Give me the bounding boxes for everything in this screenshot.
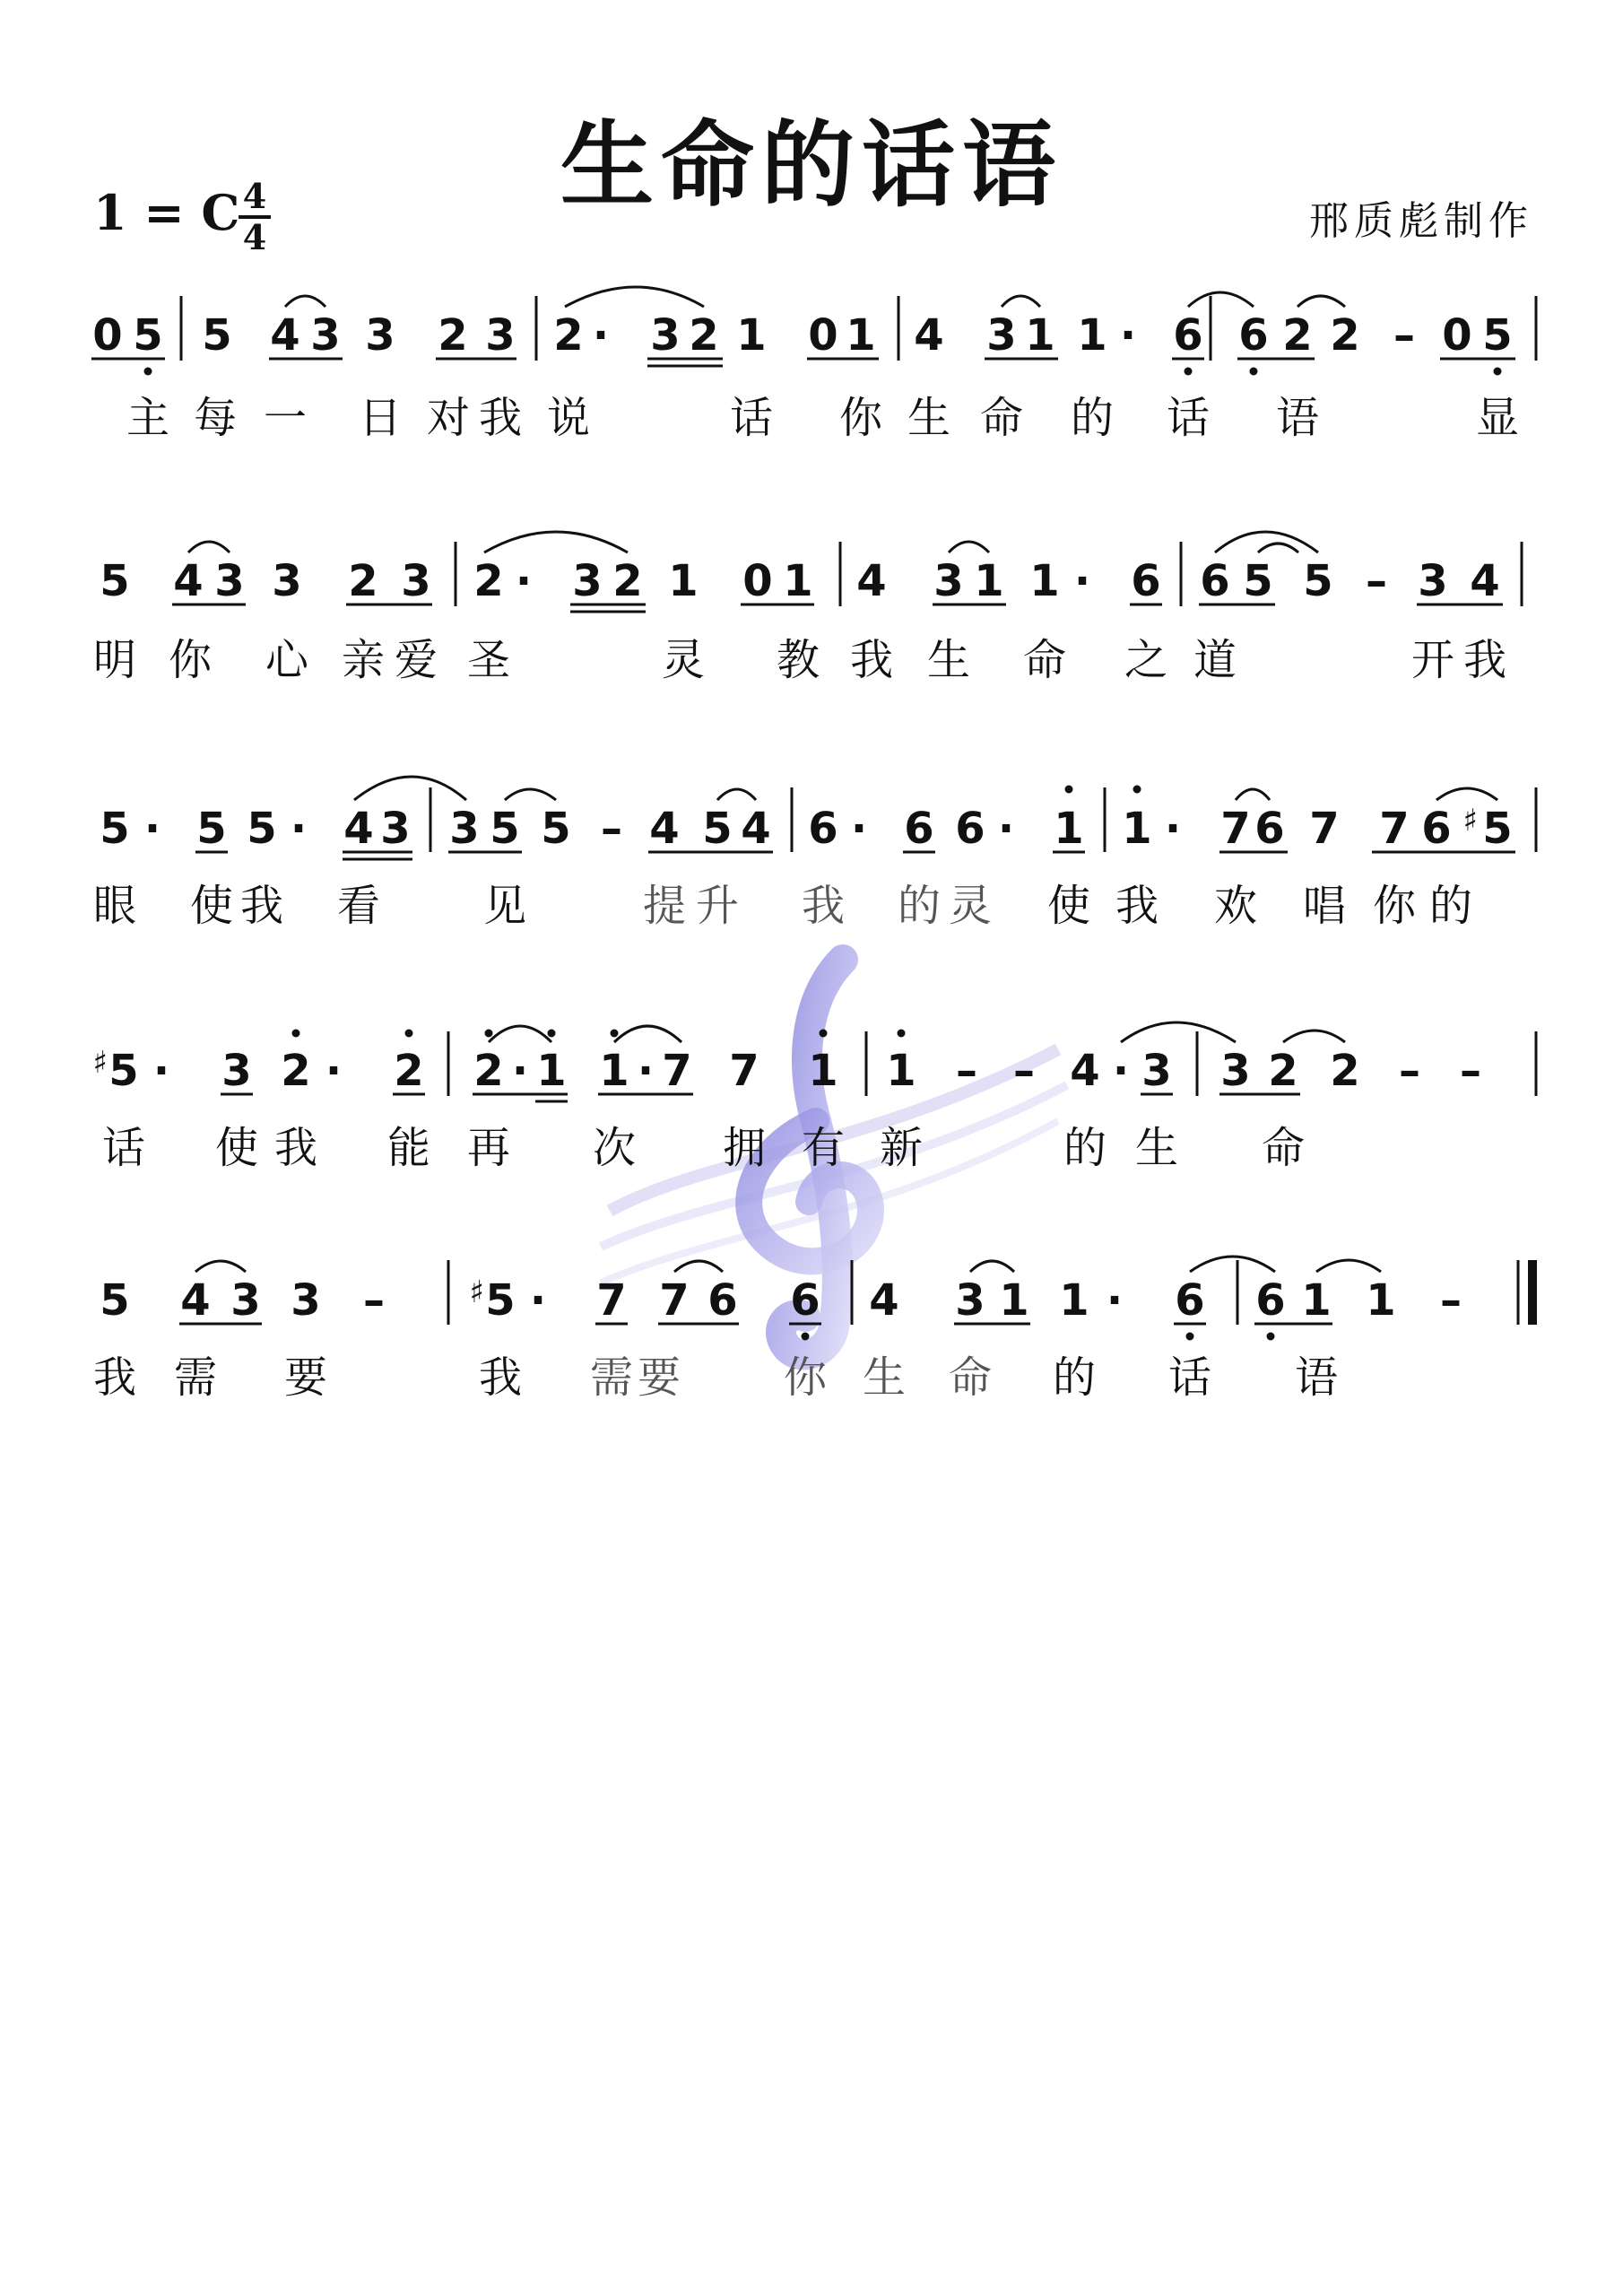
note: 1 — [1059, 1275, 1089, 1326]
lyric: 需 — [173, 1352, 218, 1403]
lyric: 我 — [273, 1123, 318, 1173]
lyric: 生 — [1134, 1123, 1179, 1173]
note: 6 — [1254, 804, 1285, 854]
note: 5 — [541, 804, 571, 854]
note-dash: – — [1393, 310, 1415, 361]
lyric: 生 — [926, 635, 971, 685]
slur — [949, 542, 989, 552]
note: 3 — [1220, 1046, 1251, 1096]
lyric: 我 — [92, 1352, 137, 1403]
high-octave-dot — [1065, 786, 1073, 794]
note: 4 — [741, 804, 771, 854]
time-signature-top: 4 — [242, 176, 267, 216]
note: 0 — [808, 310, 838, 361]
lyric: 的 — [1052, 1352, 1097, 1403]
note-dot: · — [529, 1275, 547, 1326]
note: 1 — [1301, 1275, 1332, 1326]
author-credit: 邢质彪制作 — [1309, 198, 1533, 244]
lyric: 日 — [358, 393, 403, 443]
note: 3 — [1141, 1046, 1172, 1096]
note: 2 — [348, 556, 378, 606]
note-dot: · — [850, 804, 868, 854]
lyric: 再 — [466, 1123, 511, 1173]
lyric: 我 — [1462, 635, 1507, 685]
note: 5 — [1482, 310, 1513, 361]
note: 4 — [914, 310, 944, 361]
note: 6 — [1255, 1275, 1286, 1326]
slur — [1436, 788, 1497, 800]
low-octave-dot — [144, 368, 152, 376]
high-octave-dot — [820, 1030, 828, 1038]
note: 5 — [100, 804, 130, 854]
lyric: 话 — [1167, 1352, 1212, 1403]
note: 5 — [1243, 556, 1273, 606]
lyric: 拥 — [722, 1123, 767, 1173]
low-octave-dot — [1267, 1333, 1275, 1341]
slur — [1236, 789, 1270, 800]
note-dash: – — [1013, 1046, 1035, 1096]
note: 5 — [490, 804, 520, 854]
slur — [1298, 296, 1345, 307]
lyric: 开 — [1410, 635, 1455, 685]
score-line-2 — [93, 532, 1522, 685]
slur — [1188, 292, 1254, 307]
lyric: 的 — [1070, 393, 1115, 443]
lyric: 提 — [642, 881, 687, 931]
note: 3 — [401, 556, 431, 606]
note: 5 — [1482, 804, 1513, 854]
low-octave-dot — [1185, 368, 1193, 376]
note-dash: – — [363, 1275, 385, 1326]
note: 3 — [365, 310, 395, 361]
note: 1 — [1366, 1275, 1396, 1326]
note: 2 — [553, 310, 584, 361]
slur — [1258, 544, 1298, 552]
note: 0 — [1442, 310, 1472, 361]
lyric: 看 — [336, 881, 381, 931]
lyric: 语 — [1294, 1352, 1339, 1403]
note: 3 — [933, 556, 964, 606]
note: 3 — [214, 556, 245, 606]
note: 6 — [1238, 310, 1269, 361]
lyric: 话 — [729, 393, 774, 443]
note-dot: · — [515, 556, 533, 606]
note: 7 — [1309, 804, 1340, 854]
lyric: 命 — [1022, 635, 1067, 685]
sharp-sign: ♯ — [469, 1274, 484, 1310]
lyric: 命 — [948, 1352, 993, 1403]
lyric: 显 — [1475, 393, 1520, 443]
lyric: 一 — [263, 393, 308, 443]
lyric: 要 — [637, 1352, 681, 1403]
low-octave-dot — [1186, 1333, 1194, 1341]
lyric: 要 — [283, 1352, 328, 1403]
note: 7 — [1220, 804, 1251, 854]
lyric: 我 — [478, 1352, 523, 1403]
note: 4 — [343, 804, 374, 854]
note-dot: · — [152, 1046, 170, 1096]
note-dash: – — [956, 1046, 977, 1096]
note-dot: · — [997, 804, 1015, 854]
note: 3 — [650, 310, 681, 361]
lyric: 你 — [1372, 881, 1417, 931]
high-octave-dot — [898, 1030, 906, 1038]
note: 1 — [536, 1046, 567, 1096]
sharp-sign: ♯ — [92, 1045, 108, 1081]
note: 6 — [790, 1275, 820, 1326]
high-octave-dot — [405, 1030, 413, 1038]
note: 1 — [1029, 556, 1060, 606]
note: 3 — [230, 1275, 261, 1326]
note: 7 — [596, 1275, 627, 1326]
note-dot: · — [143, 804, 161, 854]
lyric: 眼 — [92, 881, 137, 931]
note: 1 — [1054, 804, 1084, 854]
slur — [674, 1261, 723, 1272]
note: 5 — [196, 804, 227, 854]
lyric: 生 — [862, 1352, 907, 1403]
lyric: 命 — [979, 393, 1024, 443]
note: 1 — [974, 556, 1004, 606]
note: 1 — [736, 310, 767, 361]
lyric: 升 — [695, 881, 740, 931]
note-dot: · — [592, 310, 610, 361]
note-dash: – — [601, 804, 622, 854]
note-dot: · — [1119, 310, 1137, 361]
note: 5 — [1303, 556, 1333, 606]
lyric: 命 — [1261, 1123, 1306, 1173]
low-octave-dot — [802, 1333, 810, 1341]
slur — [1215, 532, 1318, 552]
note: 6 — [1175, 1275, 1205, 1326]
note: 7 — [659, 1275, 690, 1326]
note: 3 — [449, 804, 480, 854]
note: 5 — [100, 1275, 130, 1326]
note: 1 — [668, 556, 699, 606]
low-octave-dot — [1494, 368, 1502, 376]
lyric: 主 — [126, 393, 170, 443]
note: 1 — [808, 1046, 838, 1096]
note-dot: · — [637, 1046, 655, 1096]
note: 1 — [783, 556, 813, 606]
note: 3 — [572, 556, 603, 606]
note: 2 — [612, 556, 643, 606]
lyric: 我 — [478, 393, 523, 443]
lyric: 的 — [897, 881, 942, 931]
lyric: 语 — [1275, 393, 1320, 443]
slur — [565, 287, 704, 307]
lyric: 有 — [801, 1123, 846, 1173]
note: 1 — [846, 310, 876, 361]
note: 2 — [281, 1046, 311, 1096]
note: 2 — [689, 310, 719, 361]
note: 3 — [485, 310, 516, 361]
note: 0 — [742, 556, 773, 606]
note: 5 — [485, 1275, 516, 1326]
slur — [505, 789, 556, 800]
note: 4 — [173, 556, 204, 606]
lyric: 圣 — [466, 635, 511, 685]
note: 6 — [1421, 804, 1452, 854]
lyric: 的 — [1428, 881, 1473, 931]
note: 3 — [272, 556, 302, 606]
lyric: 次 — [592, 1123, 637, 1173]
lyric: 新 — [879, 1123, 924, 1173]
note-dot: · — [511, 1046, 529, 1096]
note: 6 — [707, 1275, 738, 1326]
note: 6 — [904, 804, 934, 854]
note: 2 — [1282, 310, 1313, 361]
note: 1 — [1025, 310, 1055, 361]
lyric: 灵 — [948, 881, 993, 931]
note: 5 — [702, 804, 733, 854]
note-dot: · — [1073, 556, 1091, 606]
high-octave-dot — [292, 1030, 300, 1038]
note: 2 — [473, 556, 504, 606]
note: 2 — [438, 310, 468, 361]
note: 5 — [100, 556, 130, 606]
lyric: 爱 — [394, 635, 438, 685]
note: 3 — [291, 1275, 321, 1326]
lyric: 生 — [907, 393, 951, 443]
lyric: 对 — [426, 393, 471, 443]
slur — [188, 542, 230, 552]
slur — [354, 777, 466, 800]
slur — [970, 1261, 1014, 1272]
note: 3 — [986, 310, 1017, 361]
slur — [1002, 296, 1040, 307]
note: 4 — [649, 804, 680, 854]
note: 6 — [808, 804, 838, 854]
lyric: 需 — [589, 1352, 634, 1403]
lyric: 明 — [92, 635, 137, 685]
time-signature-bottom: 4 — [242, 217, 267, 257]
note: 7 — [662, 1046, 692, 1096]
high-octave-dot — [1133, 786, 1141, 794]
note-dash: – — [1460, 1046, 1481, 1096]
note: 1 — [599, 1046, 629, 1096]
slur — [1121, 1022, 1236, 1042]
note: 6 — [1131, 556, 1161, 606]
lyric: 你 — [168, 635, 213, 685]
note-dash: – — [1440, 1275, 1462, 1326]
note: 6 — [955, 804, 985, 854]
lyric: 之 — [1124, 635, 1168, 685]
song-title: 生命的话语 — [560, 109, 1063, 220]
note: 4 — [270, 310, 300, 361]
lyric: 使 — [1046, 881, 1091, 931]
note: 2 — [394, 1046, 424, 1096]
lyric: 欢 — [1213, 881, 1258, 931]
lyric: 我 — [1115, 881, 1159, 931]
lyric: 能 — [386, 1123, 431, 1173]
note: 4 — [180, 1275, 211, 1326]
note: 4 — [869, 1275, 899, 1326]
lyric: 说 — [546, 393, 591, 443]
lyric: 使 — [189, 881, 234, 931]
note: 5 — [133, 310, 163, 361]
note-dash: – — [1399, 1046, 1420, 1096]
lyric: 话 — [1166, 393, 1211, 443]
lyric: 灵 — [661, 635, 706, 685]
note-dot: · — [1106, 1275, 1124, 1326]
note: 1 — [1077, 310, 1107, 361]
lyric: 使 — [214, 1123, 259, 1173]
lyric: 我 — [801, 881, 846, 931]
slur — [195, 1261, 246, 1272]
note: 5 — [108, 1046, 139, 1096]
note: 1 — [1122, 804, 1152, 854]
note: 3 — [310, 310, 341, 361]
sharp-sign: ♯ — [1462, 803, 1478, 839]
note: 4 — [1070, 1046, 1100, 1096]
note: 2 — [1330, 310, 1360, 361]
key-signature: 1 = C — [93, 184, 240, 241]
slur — [614, 1026, 681, 1042]
lyric: 我 — [849, 635, 894, 685]
note: 3 — [955, 1275, 985, 1326]
note: 0 — [92, 310, 123, 361]
note: 4 — [1470, 556, 1500, 606]
slur — [1316, 1260, 1381, 1272]
lyric: 每 — [193, 393, 238, 443]
lyric: 你 — [838, 393, 883, 443]
high-octave-dot — [548, 1030, 556, 1038]
note-dot: · — [290, 804, 308, 854]
note-dot: · — [1164, 804, 1182, 854]
slur — [1190, 1257, 1275, 1272]
note: 3 — [380, 804, 411, 854]
note: 6 — [1200, 556, 1230, 606]
lyric: 教 — [776, 635, 820, 685]
lyric: 见 — [482, 881, 527, 931]
note: 7 — [1379, 804, 1410, 854]
lyric: 亲 — [341, 635, 386, 685]
note: 2 — [1268, 1046, 1298, 1096]
note: 2 — [1330, 1046, 1360, 1096]
lyric: 你 — [783, 1352, 828, 1403]
lyric: 的 — [1063, 1123, 1107, 1173]
slur — [285, 296, 325, 307]
lyric: 我 — [239, 881, 284, 931]
lyric: 道 — [1193, 635, 1237, 685]
lyric: 心 — [265, 635, 309, 685]
note: 3 — [1418, 556, 1448, 606]
low-octave-dot — [1250, 368, 1258, 376]
note: 5 — [247, 804, 277, 854]
slur — [484, 532, 628, 552]
note: 1 — [999, 1275, 1029, 1326]
high-octave-dot — [485, 1030, 493, 1038]
lyric: 话 — [101, 1123, 146, 1173]
score-line-1 — [91, 287, 1536, 443]
note: 6 — [1173, 310, 1203, 361]
slur — [1283, 1031, 1345, 1042]
note-dash: – — [1366, 556, 1387, 606]
slur — [489, 1026, 551, 1042]
note-dot: · — [1112, 1046, 1130, 1096]
note: 1 — [886, 1046, 916, 1096]
score-line-5 — [93, 1257, 1532, 1403]
note-dot: · — [325, 1046, 343, 1096]
lyric: 唱 — [1302, 881, 1347, 931]
note: 2 — [473, 1046, 504, 1096]
note: 7 — [729, 1046, 759, 1096]
slur — [717, 789, 756, 800]
score-line-4 — [93, 1022, 1536, 1173]
note: 3 — [221, 1046, 252, 1096]
score-line-3 — [93, 777, 1536, 931]
note: 4 — [856, 556, 887, 606]
high-octave-dot — [611, 1030, 619, 1038]
note: 5 — [202, 310, 232, 361]
